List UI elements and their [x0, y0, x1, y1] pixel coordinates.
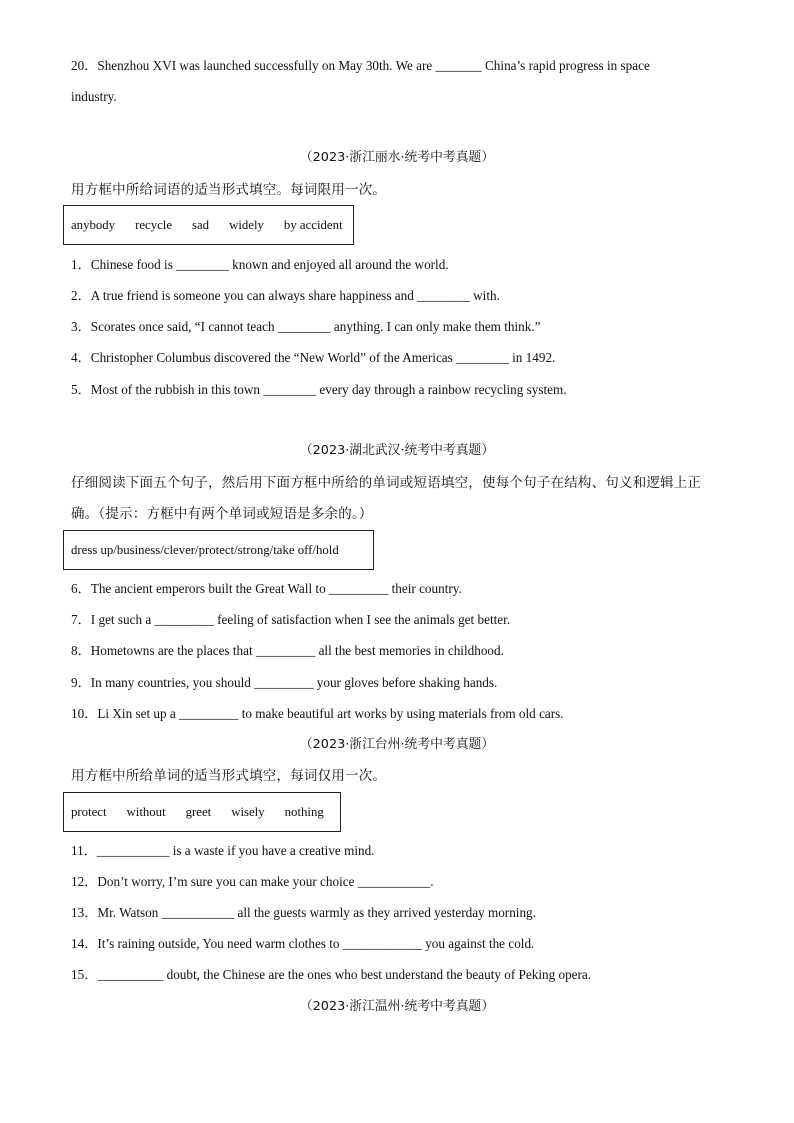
question-9: 9．In many countries, you should _________ your gloves before shaking hands.: [71, 675, 498, 690]
word-box-item: by accident: [283, 217, 343, 232]
question-20-line-1: 20．Shenzhou XVI was launched successfully on May 30th. We are _______ China’s rapid progress in space: [71, 58, 650, 73]
word-box-item: greet: [185, 804, 212, 819]
word-box-item: recycle: [135, 217, 173, 232]
section-1-word-box: [63, 205, 354, 245]
word-box-item: protect: [71, 804, 107, 819]
question-4: 4．Christopher Columbus discovered the “New World” of the Americas ________ in 1492.: [71, 350, 556, 365]
section-4-source: （2023·浙江温州·统考中考真题）: [299, 999, 495, 1014]
section-3-source: （2023·浙江台州·统考中考真题）: [299, 737, 495, 752]
question-3: 3．Scorates once said, “I cannot teach ________ anything. I can only make them think.”: [71, 319, 541, 334]
word-box-item: wisely: [231, 804, 265, 819]
section-2-instruction-line-2: 确。（提示：方框中有两个单词或短语是多余的。）: [71, 506, 373, 522]
question-11: 11．___________ is a waste if you have a creative mind.: [71, 843, 375, 858]
question-7: 7．I get such a _________ feeling of satisfaction when I see the animals get better.: [71, 612, 511, 627]
section-1-source: （2023·浙江丽水·统考中考真题）: [299, 150, 495, 165]
section-3-instruction: 用方框中所给单词的适当形式填空，每词仅用一次。: [71, 768, 387, 784]
question-8: 8．Hometowns are the places that _________ all the best memories in childhood.: [71, 643, 504, 658]
word-box-item: sad: [192, 217, 210, 232]
question-13: 13．Mr. Watson ___________ all the guests warmly as they arrived yesterday morning.: [71, 905, 536, 920]
section-2-word-box: [63, 530, 374, 570]
word-box-text: dress up/business/clever/protect/strong/take off/hold: [71, 542, 339, 557]
question-20-line-2: industry.: [71, 89, 117, 104]
question-10: 10．Li Xin set up a _________ to make beautiful art works by using materials from old cars.: [71, 706, 564, 721]
section-3-word-box: [63, 792, 341, 832]
word-box-item: nothing: [284, 804, 324, 819]
section-2-source: （2023·湖北武汉·统考中考真题）: [299, 443, 495, 458]
word-box-item: without: [126, 804, 166, 819]
question-14: 14．It’s raining outside, You need warm clothes to ____________ you against the cold.: [71, 936, 535, 951]
word-box-item: widely: [229, 217, 264, 232]
question-1: 1．Chinese food is ________ known and enjoyed all around the world.: [71, 257, 449, 272]
question-15: 15．__________ doubt, the Chinese are the ones who best understand the beauty of Peking opera.: [71, 967, 592, 982]
section-1-instruction: 用方框中所给词语的适当形式填空。每词限用一次。: [71, 182, 387, 198]
word-box-item: anybody: [71, 217, 116, 232]
question-2: 2．A true friend is someone you can always share happiness and ________ with.: [71, 288, 500, 303]
question-5: 5．Most of the rubbish in this town ________ every day through a rainbow recycling system.: [71, 382, 567, 397]
question-12: 12．Don’t worry, I’m sure you can make your choice ___________.: [71, 874, 434, 889]
section-2-instruction-line-1: 仔细阅读下面五个句子，然后用下面方框中所给的单词或短语填空，使每个句子在结构、句义和逻辑上正: [71, 475, 702, 491]
question-6: 6．The ancient emperors built the Great Wall to _________ their country.: [71, 581, 462, 596]
